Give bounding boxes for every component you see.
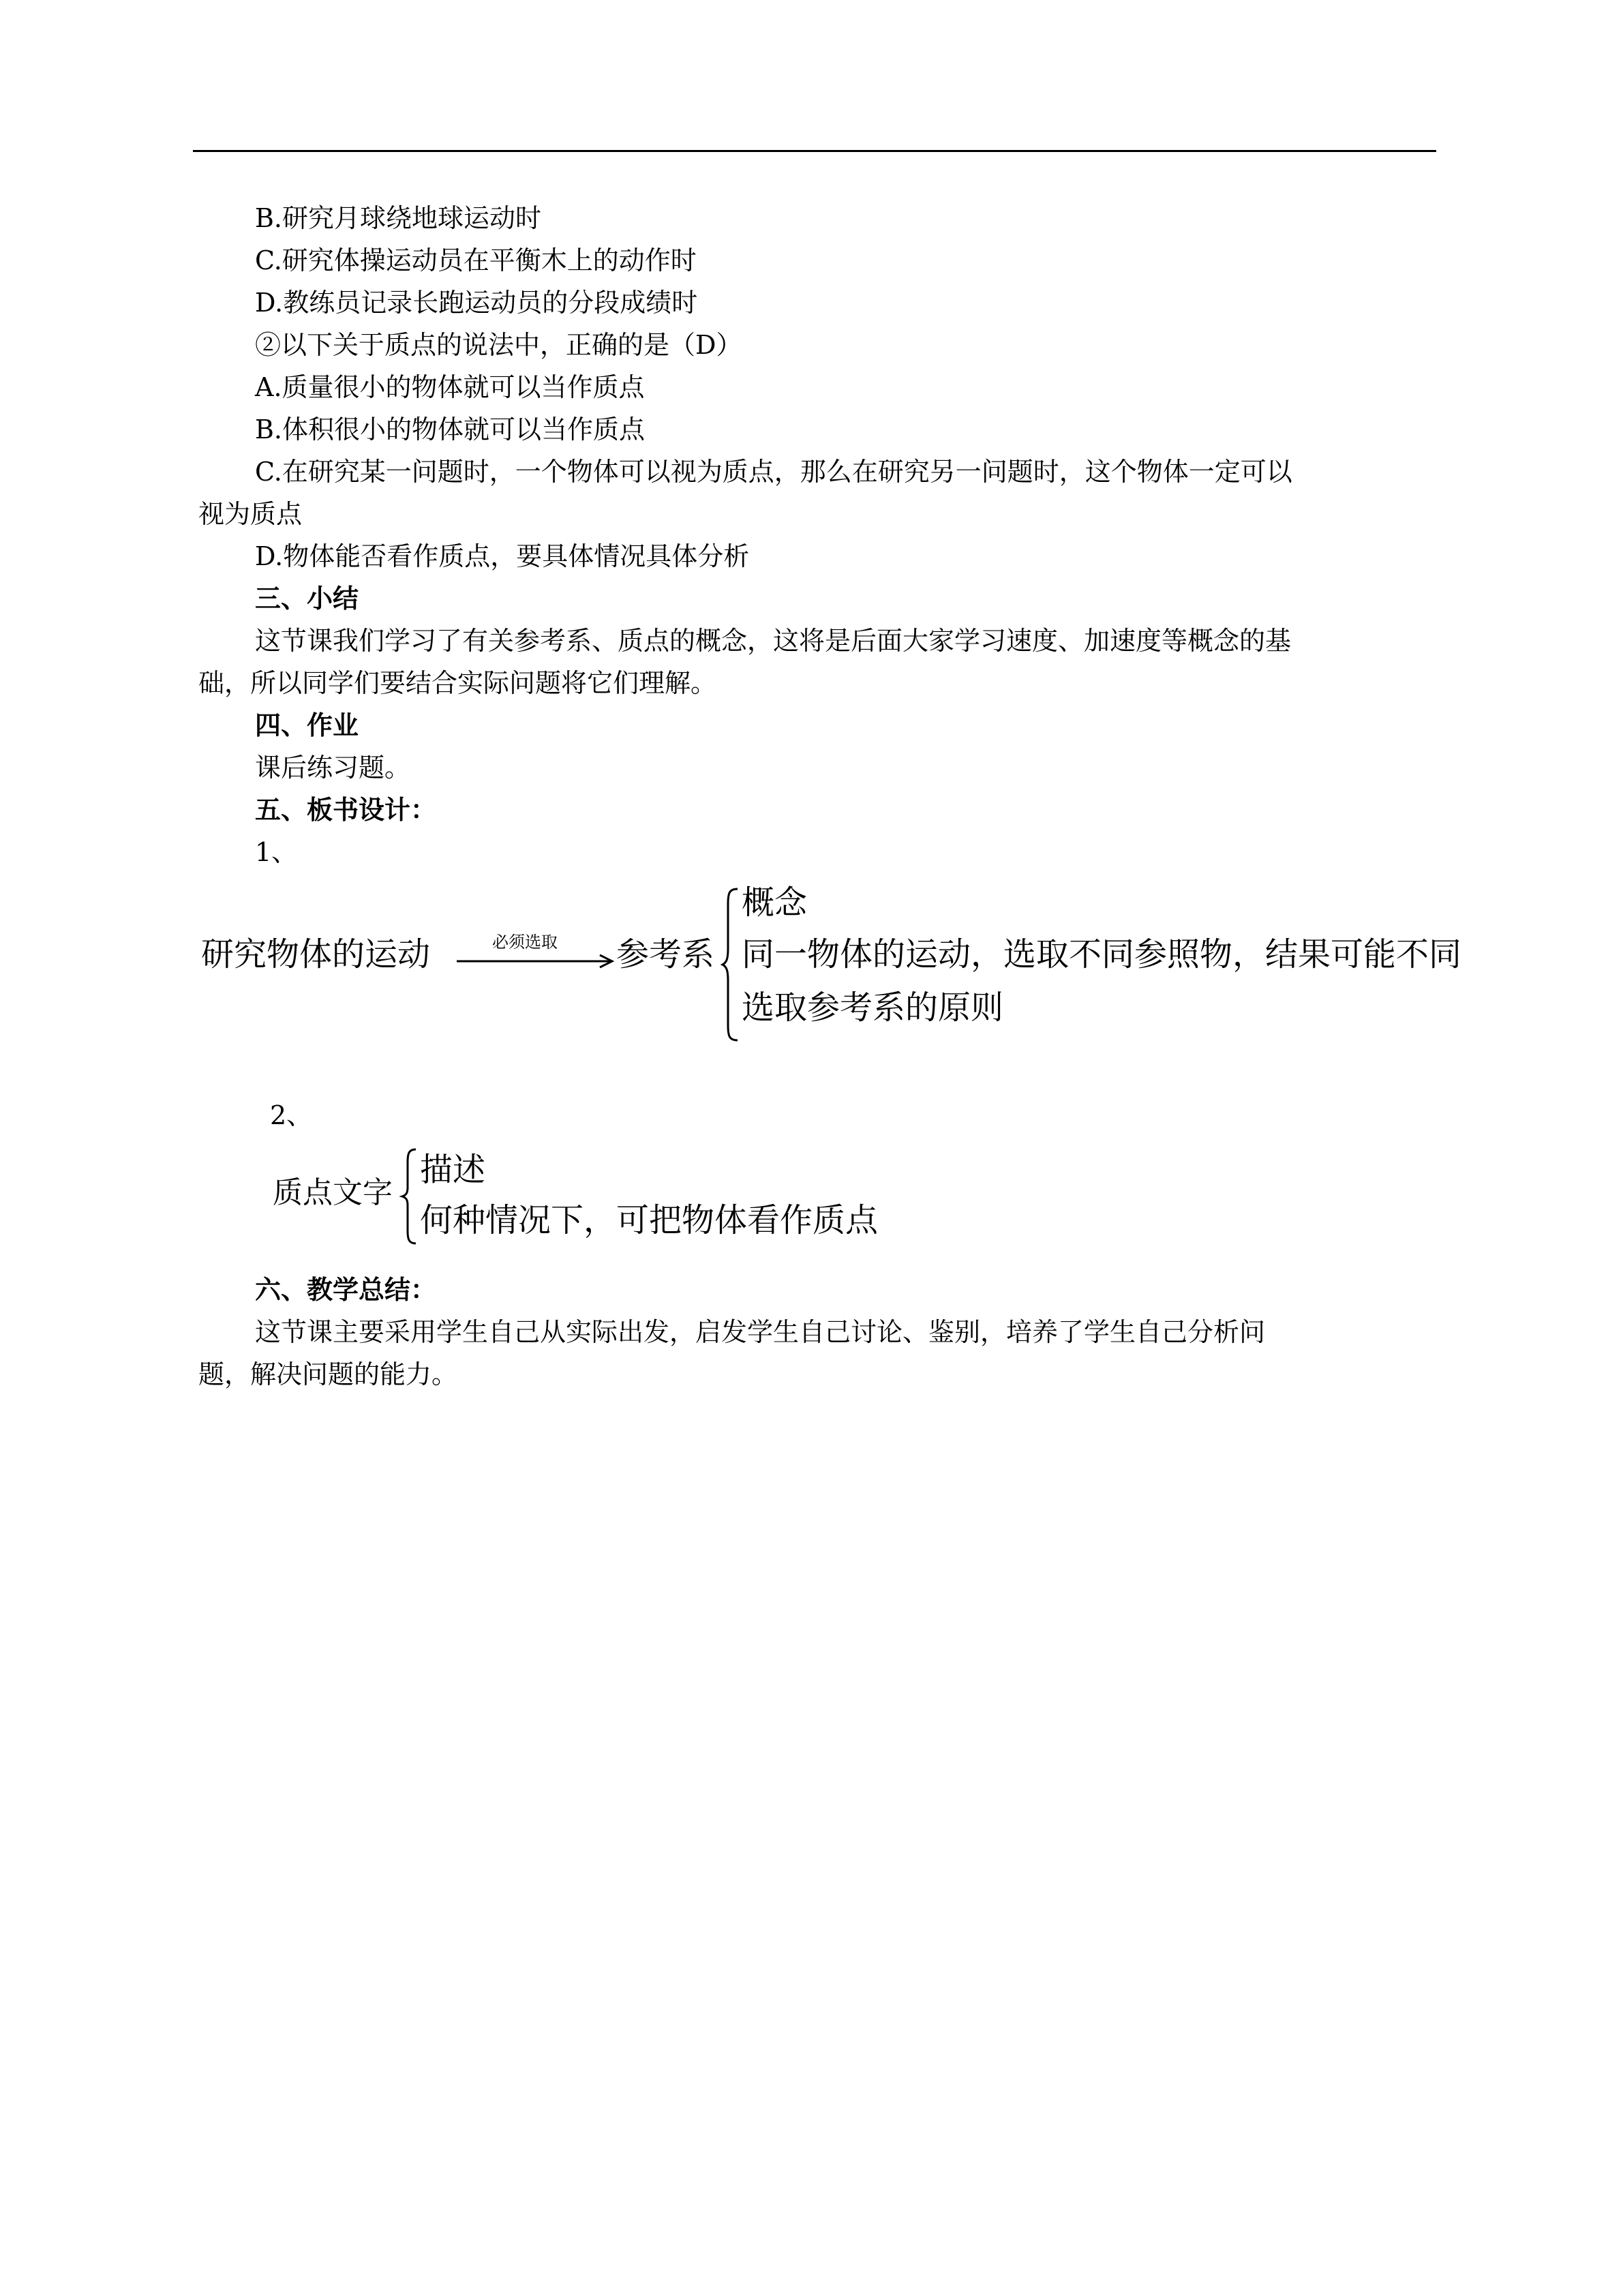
board-item-2-label: 2、 bbox=[270, 1100, 313, 1130]
diagram1-arrow-label: 必须选取 bbox=[492, 933, 558, 952]
option-b-moon: B.研究月球绕地球运动时 bbox=[255, 203, 542, 233]
section-5-heading: 五、板书设计： bbox=[255, 794, 437, 825]
option-d-coach: D.教练员记录长跑运动员的分段成绩时 bbox=[255, 288, 698, 318]
section-6-heading: 六、教学总结： bbox=[255, 1274, 437, 1305]
question-2-option-d: D.物体能否看作质点，要具体情况具体分析 bbox=[255, 541, 750, 571]
board-item-1-label: 1、 bbox=[255, 837, 298, 867]
diagram2-brace bbox=[401, 1147, 419, 1246]
diagram1-branch-principle: 选取参考系的原则 bbox=[742, 988, 1004, 1027]
diagram2-branch-describe: 描述 bbox=[420, 1151, 486, 1189]
diagram1-branch-relativity: 同一物体的运动，选取不同参照物，结果可能不同 bbox=[742, 935, 1462, 973]
question-2: ②以下关于质点的说法中，正确的是（D） bbox=[255, 330, 742, 360]
summary-line1: 这节课我们学习了有关参考系、质点的概念，这将是后面大家学习速度、加速度等概念的基 bbox=[255, 626, 1292, 656]
header-rule bbox=[193, 150, 1436, 152]
section-4-heading: 四、作业 bbox=[255, 710, 359, 740]
diagram1-middle-text: 参考系 bbox=[616, 935, 715, 973]
conclusion-line2: 题，解决问题的能力。 bbox=[198, 1359, 458, 1389]
section-3-heading: 三、小结 bbox=[255, 583, 359, 614]
option-c-gymnast: C.研究体操运动员在平衡木上的动作时 bbox=[255, 245, 697, 275]
homework-text: 课后练习题。 bbox=[255, 753, 411, 783]
diagram1-brace bbox=[721, 886, 740, 1043]
question-2-option-b: B.体积很小的物体就可以当作质点 bbox=[255, 414, 646, 444]
conclusion-line1: 这节课主要采用学生自己从实际出发，启发学生自己讨论、鉴别，培养了学生自己分析问 bbox=[255, 1317, 1266, 1347]
question-2-option-c-line1: C.在研究某一问题时，一个物体可以视为质点，那么在研究另一问题时，这个物体一定可以 bbox=[255, 457, 1292, 487]
summary-line2: 础，所以同学们要结合实际问题将它们理解。 bbox=[198, 668, 717, 698]
diagram1-left-text: 研究物体的运动 bbox=[201, 935, 431, 973]
diagram1-arrow bbox=[457, 953, 615, 969]
diagram1-branch-concept: 概念 bbox=[742, 883, 808, 922]
diagram2-branch-conditions: 何种情况下，可把物体看作质点 bbox=[420, 1201, 879, 1239]
question-2-option-c-line2: 视为质点 bbox=[198, 499, 303, 529]
question-2-option-a: A.质量很小的物体就可以当作质点 bbox=[255, 372, 645, 402]
diagram2-left-text: 质点文字 bbox=[273, 1175, 393, 1210]
